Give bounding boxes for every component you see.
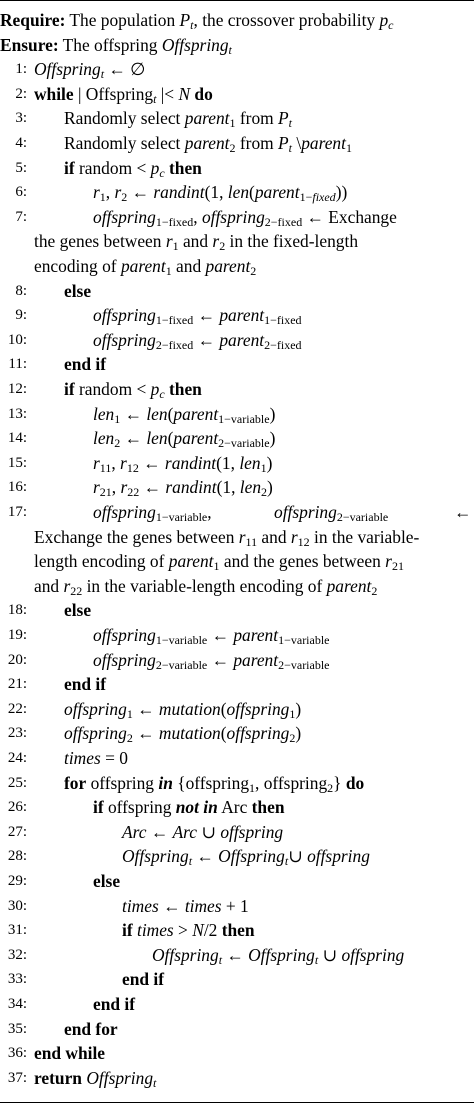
- line-number: 9:: [15, 307, 27, 324]
- line-number: 22:: [7, 700, 27, 717]
- algo-line-28: [0, 844, 474, 869]
- line-number: 23:: [7, 725, 27, 742]
- line-content: end if: [122, 969, 165, 990]
- line-content: len$_1$ ← len(parent$_{1-variable}$): [93, 403, 276, 426]
- line-content: end while: [34, 1043, 106, 1064]
- line-number: 2:: [15, 85, 27, 102]
- line-content: length encoding of parent$_1$ and the genes between $r_{21}$: [34, 551, 404, 574]
- line-content: offspring$_{1-fixed}$ ← parent$_{1-fixed}$: [93, 305, 302, 328]
- line-content: $r_{11}$, $r_{12}$ ← randint(1, len$_1$): [93, 452, 273, 475]
- line-number: 1:: [15, 61, 27, 78]
- line-content: offspring$_{2-variable}$: [274, 502, 389, 524]
- line-number: 33:: [7, 971, 27, 988]
- algo-line-37: [0, 1066, 474, 1091]
- algo-line-9: [0, 303, 474, 328]
- line-number: 18:: [7, 602, 27, 619]
- algo-line-1: [0, 57, 474, 82]
- line-content: offspring$_2$ ← mutation(offspring$_2$): [64, 723, 302, 746]
- line-number: 12:: [7, 381, 27, 397]
- line-number: 7:: [15, 208, 27, 225]
- algo-line-3: [0, 106, 474, 131]
- ensure-keyword: Ensure:: [0, 34, 59, 55]
- line-number: 16:: [7, 479, 27, 496]
- algo-line-35: [0, 1017, 474, 1042]
- line-number: 13:: [7, 405, 27, 422]
- algo-line-22: [0, 697, 474, 722]
- algo-line-20: [0, 648, 474, 673]
- line-number: 6:: [15, 184, 27, 201]
- line-content: and $r_{22}$ in the variable-length encoding of parent$_2$: [34, 575, 378, 598]
- line-content: offspring$_{2-variable}$ ← parent$_{2-variable}$: [93, 649, 330, 672]
- line-number: 26:: [7, 799, 27, 816]
- line-content: Offspring$_t$ ← ∅: [34, 59, 146, 82]
- algo-line-17: [0, 500, 474, 525]
- algo-line-26: [0, 795, 474, 820]
- algo-line-21: [0, 672, 474, 697]
- algo-line-17-cont-1: [0, 525, 474, 550]
- algo-line-13: [0, 402, 474, 427]
- algo-line-31: [0, 918, 474, 943]
- line-number: 10:: [7, 331, 27, 348]
- line-content: encoding of parent$_1$ and parent$_2$: [34, 256, 257, 278]
- line-number: 21:: [7, 676, 27, 693]
- line-number: 5:: [15, 159, 27, 176]
- algo-line-17-cont-3: [0, 574, 474, 599]
- algo-line-4: [0, 131, 474, 156]
- line-content: offspring$_{1-variable}$ ← parent$_{1-variable}$: [93, 625, 330, 647]
- algo-line-6: [0, 180, 474, 205]
- algo-line-33: [0, 967, 474, 992]
- line-content: offspring$_1$ ← mutation(offspring$_1$): [64, 698, 302, 721]
- line-number: 29:: [7, 873, 27, 889]
- algo-line-8: [0, 279, 474, 304]
- line-number: 25:: [7, 774, 27, 791]
- line-content: else: [64, 600, 92, 621]
- line-number: 32:: [7, 946, 27, 963]
- line-number: 28:: [7, 848, 27, 865]
- line-content: times = 0: [64, 748, 128, 768]
- line-content: offspring$_{1-variable}$,: [93, 502, 212, 524]
- line-content: len$_2$ ← len(parent$_{2-variable}$): [93, 428, 276, 451]
- line-content: offspring$_{1-fixed}$, offspring$_{2-fixed}$ ← Exchange: [93, 206, 397, 229]
- line-number: 3:: [15, 110, 27, 127]
- algo-line-30: [0, 894, 474, 919]
- require-keyword: Require:: [0, 10, 66, 30]
- line-content: if random < $p_c$ then: [64, 379, 202, 401]
- line-content: Exchange the genes between $r_{11}$ and $r_{12}$ in the variable-: [34, 526, 420, 549]
- algo-line-5: [0, 156, 474, 181]
- algo-line-27: [0, 820, 474, 845]
- algo-line-15: [0, 451, 474, 476]
- line-number: 8:: [15, 282, 27, 299]
- line-number: 27:: [7, 823, 27, 840]
- line-content: end if: [64, 674, 107, 695]
- line-content: if offspring not in Arc then: [93, 797, 285, 818]
- line-content: if random < $p_c$ then: [64, 157, 202, 180]
- line-content: $r_1$, $r_2$ ← randint(1, len(parent$_{1-fixed}$)): [93, 182, 348, 205]
- algo-line-25: [0, 771, 474, 796]
- algo-line-32: [0, 943, 474, 968]
- line-content: else: [93, 871, 121, 891]
- algo-line-23: [0, 721, 474, 746]
- require-content: Require: The population $P_t$, the crossover probability $p_c$: [0, 10, 394, 32]
- line-content: ←: [454, 502, 472, 522]
- line-content: return Offspring$_t$: [34, 1067, 157, 1090]
- line-content: $r_{21}$, $r_{22}$ ← randint(1, len$_2$): [93, 477, 273, 500]
- line-number: 35:: [7, 1020, 27, 1037]
- line-number: 31:: [7, 922, 27, 939]
- line-number: 19:: [7, 627, 27, 643]
- algo-line-12: [0, 377, 474, 402]
- algo-line-19: [0, 623, 474, 648]
- algo-line-29: [0, 869, 474, 894]
- line-number: 17:: [7, 504, 27, 520]
- line-content: Offspring$_t$ ← Offspring$_t$∪ offspring: [122, 846, 370, 869]
- line-number: 34:: [7, 996, 27, 1012]
- algo-line-7-cont-1: [0, 229, 474, 254]
- algo-line-17-cont-2: [0, 549, 474, 574]
- algo-line-18: [0, 598, 474, 623]
- line-content: if times > N/2 then: [122, 920, 255, 941]
- line-number: 24:: [7, 750, 27, 766]
- line-number: 30:: [7, 897, 27, 914]
- line-content: the genes between $r_1$ and $r_2$ in the fixed-length: [34, 231, 359, 254]
- line-content: times ← times + 1: [122, 895, 249, 916]
- line-number: 36:: [7, 1045, 27, 1062]
- line-content: Arc ← Arc ∪ offspring: [122, 821, 284, 842]
- require-line: [0, 8, 474, 33]
- line-content: Randomly select parent$_2$ from $P_t$ \parent$_1$: [64, 133, 352, 155]
- line-number: 11:: [8, 356, 27, 373]
- line-content: end if: [93, 994, 136, 1014]
- line-number: 20:: [7, 651, 27, 668]
- algo-line-34: [0, 992, 474, 1017]
- algo-line-24: [0, 746, 474, 771]
- line-content: offspring$_{2-fixed}$ ← parent$_{2-fixed}$: [93, 329, 302, 352]
- line-content: else: [64, 280, 92, 301]
- algo-line-7-cont-2: [0, 254, 474, 279]
- line-content: Randomly select parent$_1$ from $P_t$: [64, 108, 292, 131]
- line-content: Offspring$_t$ ← Offspring$_t$ ∪ offspring: [152, 944, 405, 967]
- algo-line-14: [0, 426, 474, 451]
- line-number: 15:: [7, 454, 27, 471]
- line-number: 14:: [7, 430, 27, 447]
- line-number: 37:: [7, 1069, 27, 1086]
- algo-line-7: [0, 205, 474, 230]
- line-content: for offspring in {offspring$_1$, offspring$_2$} do: [64, 772, 365, 795]
- ensure-content: Ensure: The offspring Offspring$_t$: [0, 34, 232, 57]
- line-content: end for: [64, 1018, 118, 1039]
- algo-line-11: [0, 352, 474, 377]
- line-content: while | Offspring$_t$ |< N do: [34, 83, 213, 106]
- algo-line-36: [0, 1041, 474, 1066]
- algo-line-2: [0, 82, 474, 107]
- ensure-line: [0, 33, 474, 58]
- algo-line-16: [0, 475, 474, 500]
- algo-line-10: [0, 328, 474, 353]
- line-content: end if: [64, 354, 107, 375]
- line-number: 4:: [15, 135, 27, 151]
